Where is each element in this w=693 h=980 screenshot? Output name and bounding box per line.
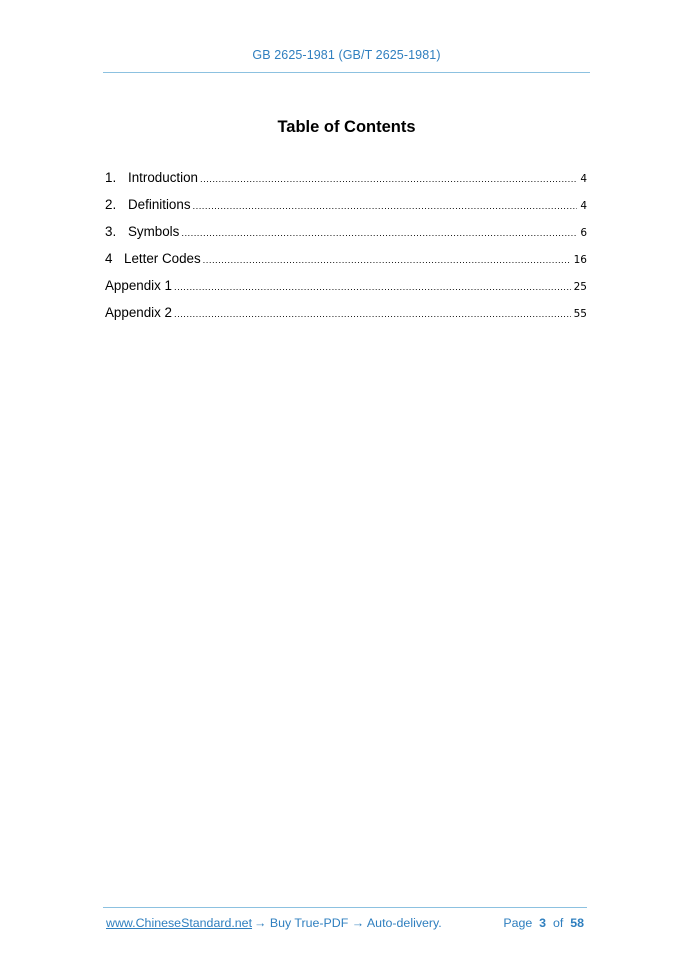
toc-dot-leader bbox=[203, 249, 571, 273]
toc-entry-number: 3. bbox=[105, 224, 117, 239]
toc-dot-leader bbox=[174, 303, 571, 327]
toc-entry-page: 6 bbox=[580, 227, 587, 239]
toc-entry-number: 2. bbox=[105, 197, 117, 212]
toc-entry-label: Definitions bbox=[128, 197, 191, 212]
toc-entry-label: Appendix 2 bbox=[105, 305, 173, 320]
page-label: Page bbox=[503, 916, 533, 930]
page-of-label: of bbox=[552, 916, 564, 930]
page-header: GB 2625-1981 (GB/T 2625-1981) bbox=[252, 48, 441, 62]
header-divider bbox=[103, 72, 590, 73]
toc-entry-label: Appendix 1 bbox=[105, 278, 173, 293]
footer-tagline: → Buy True-PDF → Auto-delivery. bbox=[254, 916, 442, 930]
toc-list bbox=[105, 166, 587, 328]
toc-dot-leader bbox=[200, 168, 577, 192]
toc-entry-label: Introduction bbox=[128, 170, 198, 185]
toc-entry-introduction[interactable] bbox=[105, 166, 587, 193]
toc-entry-letter-codes[interactable] bbox=[105, 247, 587, 274]
website-link[interactable]: www.ChineseStandard.net bbox=[106, 916, 253, 930]
toc-entry-appendix-2[interactable] bbox=[105, 301, 587, 328]
page-footer bbox=[106, 916, 586, 934]
toc-entry-number: 4 bbox=[105, 251, 113, 266]
toc-dot-leader bbox=[181, 222, 577, 246]
footer-divider bbox=[103, 907, 587, 908]
page-number bbox=[503, 916, 584, 930]
toc-entry-number: 1. bbox=[105, 170, 117, 185]
total-pages: 58 bbox=[570, 916, 584, 930]
toc-entry-page: 4 bbox=[580, 200, 587, 212]
toc-entry-page: 25 bbox=[573, 281, 587, 293]
toc-dot-leader bbox=[193, 195, 578, 219]
current-page: 3 bbox=[539, 916, 547, 930]
toc-entry-symbols[interactable] bbox=[105, 220, 587, 247]
toc-title: Table of Contents bbox=[277, 118, 416, 136]
toc-entry-label: Letter Codes bbox=[124, 251, 201, 266]
toc-entry-page: 55 bbox=[573, 308, 587, 320]
toc-entry-definitions[interactable] bbox=[105, 193, 587, 220]
toc-entry-label: Symbols bbox=[128, 224, 180, 239]
toc-entry-page: 4 bbox=[580, 173, 587, 185]
toc-entry-appendix-1[interactable] bbox=[105, 274, 587, 301]
toc-entry-page: 16 bbox=[573, 254, 587, 266]
toc-dot-leader bbox=[174, 276, 571, 300]
